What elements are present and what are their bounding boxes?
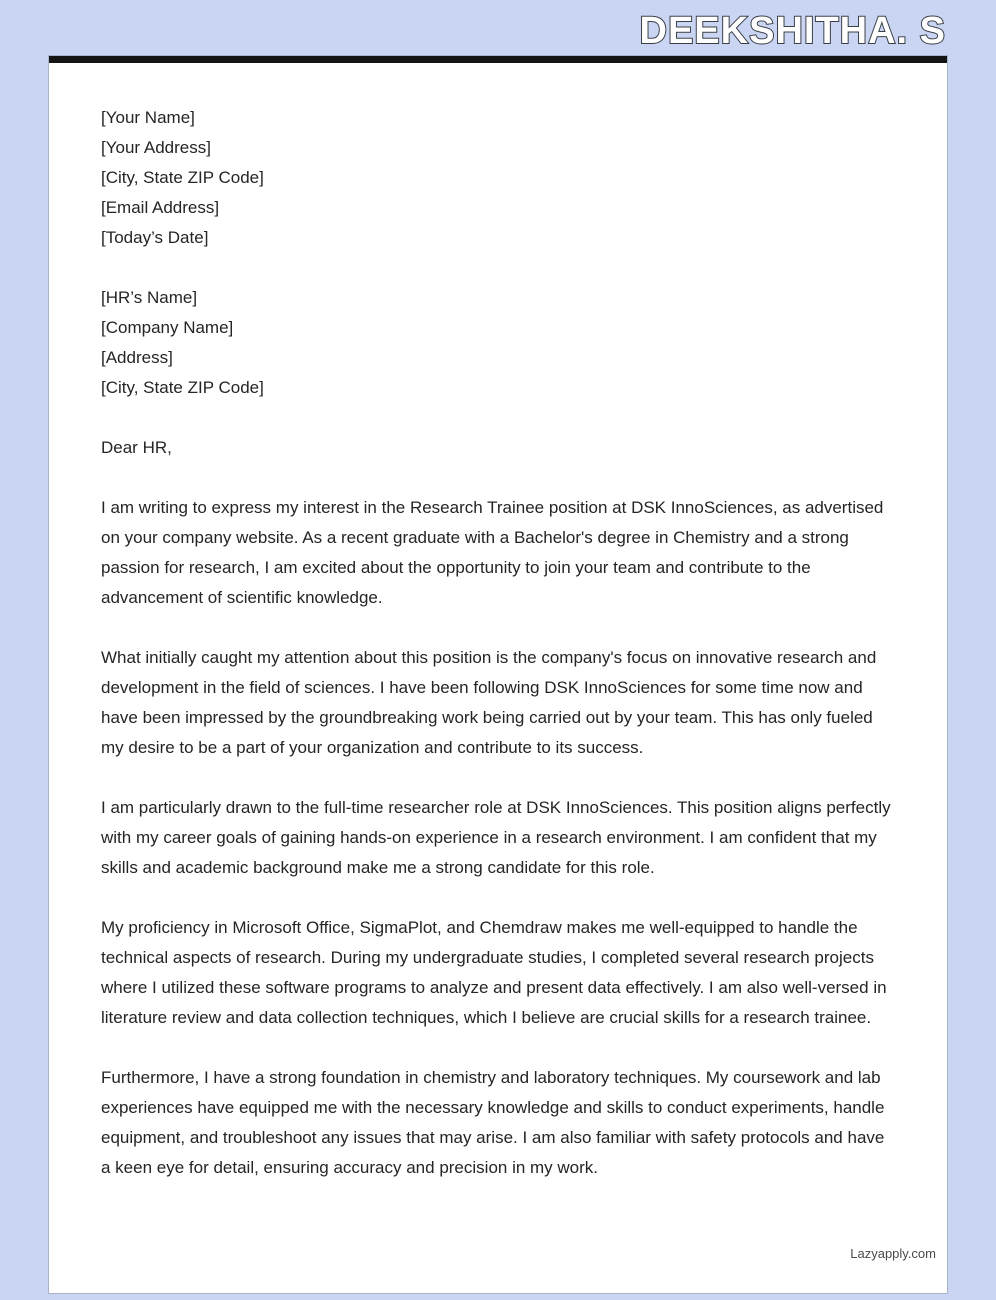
letter-paragraph-1: I am writing to express my interest in the Research Trainee position at DSK InnoSciences, as advertised on your company website. As a recent graduate with a Bachelor's degree in Chemistry and a strong passion for research, I am excited about the opportunity to join your team and contribute to the advancement of scientific knowledge.: [101, 498, 884, 607]
letter-paragraph-5: Furthermore, I have a strong foundation in chemistry and laboratory techniques. My coursework and lab experiences have equipped me with the necessary knowledge and skills to conduct experiments, handle equipment, and troubleshoot any issues that may arise. I am also familiar with safety protocols and have a keen eye for detail, ensuring accuracy and precision in my work.: [101, 1068, 885, 1177]
recipient-city-line: [City, State ZIP Code]: [101, 378, 264, 397]
recipient-company-line: [Company Name]: [101, 318, 234, 337]
sender-email-line: [Email Address]: [101, 198, 220, 217]
letter-paragraph-3: I am particularly drawn to the full-time researcher role at DSK InnoSciences. This position aligns perfectly with my career goals of gaining hands-on experience in a research environment. I am confident that my skills and academic background make me a strong candidate for this role.: [101, 798, 891, 877]
recipient-address-line: [Address]: [101, 348, 173, 367]
brand-title: DEEKSHITHA. S: [639, 10, 946, 52]
sender-date-line: [Today’s Date]: [101, 228, 209, 247]
sender-name-line: [Your Name]: [101, 108, 195, 127]
document-top-border: [49, 56, 947, 63]
cover-letter-document: [48, 55, 948, 1294]
letter-paragraph-4: My proficiency in Microsoft Office, SigmaPlot, and Chemdraw makes me well-equipped to handle the technical aspects of research. During my undergraduate studies, I completed several research projects where I utilized these software programs to analyze and present data effectively. I am also well-versed in literature review and data collection techniques, which I believe are crucial skills for a research trainee.: [101, 918, 887, 1027]
recipient-name-line: [HR’s Name]: [101, 288, 198, 307]
salutation: Dear HR,: [101, 438, 172, 457]
sender-address-line: [Your Address]: [101, 138, 211, 157]
recipient-address-block: [101, 283, 895, 403]
letter-paragraph-2: What initially caught my attention about this position is the company's focus on innovative research and development in the field of sciences. I have been following DSK InnoSciences for some time now and have been impressed by the groundbreaking work being carried out by your team. This has only fueled my desire to be a part of your organization and contribute to its success.: [101, 648, 877, 757]
document-body: [49, 63, 947, 1183]
watermark: Lazyapply.com: [850, 1246, 936, 1261]
sender-city-line: [City, State ZIP Code]: [101, 168, 264, 187]
sender-address-block: [101, 103, 895, 253]
